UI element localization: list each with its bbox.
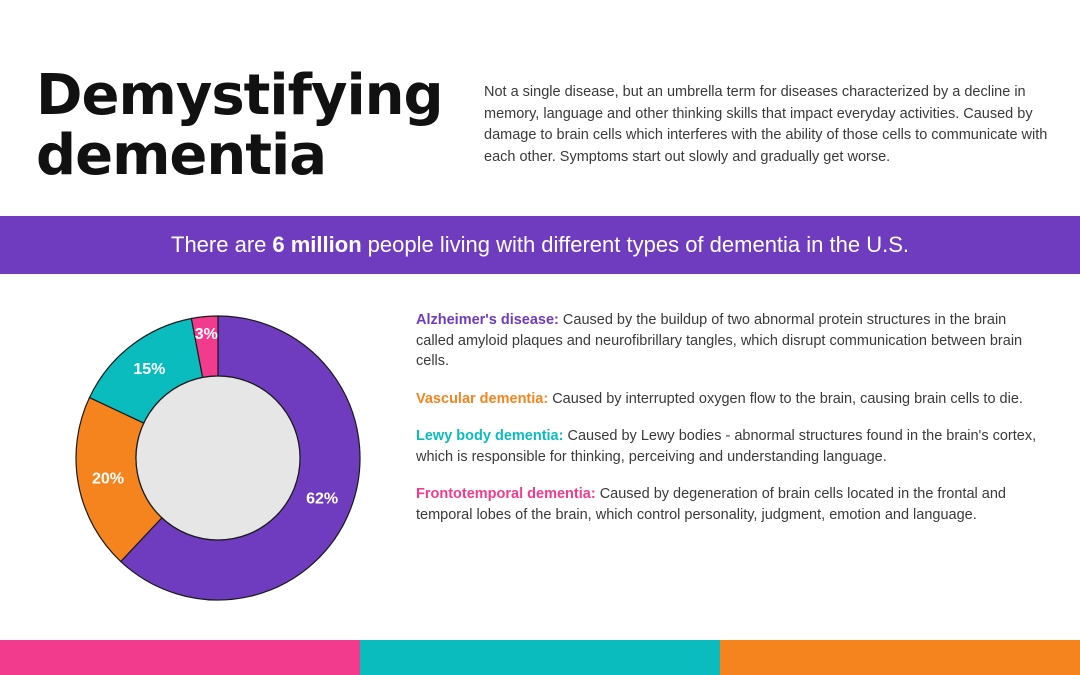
footer-stripe-teal [360, 640, 720, 675]
donut-label-1: 62% [306, 490, 339, 508]
type-item-lewy-body [416, 426, 1046, 467]
type-name: Lewy body dementia: [416, 428, 564, 444]
type-name: Vascular dementia: [416, 390, 549, 407]
banner-prefix: There are [171, 232, 267, 257]
banner-highlight: 6 million [272, 232, 362, 257]
banner-suffix: people living with different types of dementia in the U.S. [367, 232, 909, 257]
type-item-vascular [416, 389, 1046, 410]
type-item-frontotemporal [416, 484, 1046, 525]
donut-label-4: 3% [194, 326, 218, 344]
dementia-donut-chart [68, 308, 368, 608]
title-line-1: Demystifying [36, 63, 443, 128]
type-description: Caused by degeneration of brain cells located in the frontal and temporal lobes of the brain, which control personality, judgment, emotion and language. [416, 486, 1006, 523]
donut-label-3: 15% [133, 361, 166, 379]
donut-center [136, 376, 300, 540]
type-item-alzheimers [416, 310, 1046, 372]
footer-color-bar [0, 640, 1080, 675]
dementia-types-list [416, 310, 1046, 542]
intro-text: Not a single disease, but an umbrella term for diseases characterized by a decline in memory, language and other thinking skills that impact everyday activities. Caused by damage to brain cells which interferes with the ability of those cells to communicate with each other. Symptoms start out slowly and gradually get worse. [484, 84, 1048, 165]
footer-stripe-orange [720, 640, 1080, 675]
page-title [36, 63, 443, 188]
donut-label-2: 20% [91, 470, 124, 488]
type-description: Caused by Lewy bodies - abnormal structures found in the brain's cortex, which is responsible for thinking, perceiving and understanding language. [416, 428, 1037, 465]
type-name: Frontotemporal dementia: [416, 486, 596, 502]
type-name: Alzheimer's disease: [416, 312, 559, 328]
type-description: Caused by interrupted oxygen flow to the brain, causing brain cells to die. [552, 390, 1023, 407]
stat-banner [0, 216, 1080, 274]
footer-stripe-pink [0, 640, 360, 675]
type-description: Caused by the buildup of two abnormal protein structures in the brain called amyloid plaques and neurofibrillary tangles, which disrupt communication between brain cells. [416, 312, 1023, 369]
title-line-2: dementia [36, 123, 327, 188]
